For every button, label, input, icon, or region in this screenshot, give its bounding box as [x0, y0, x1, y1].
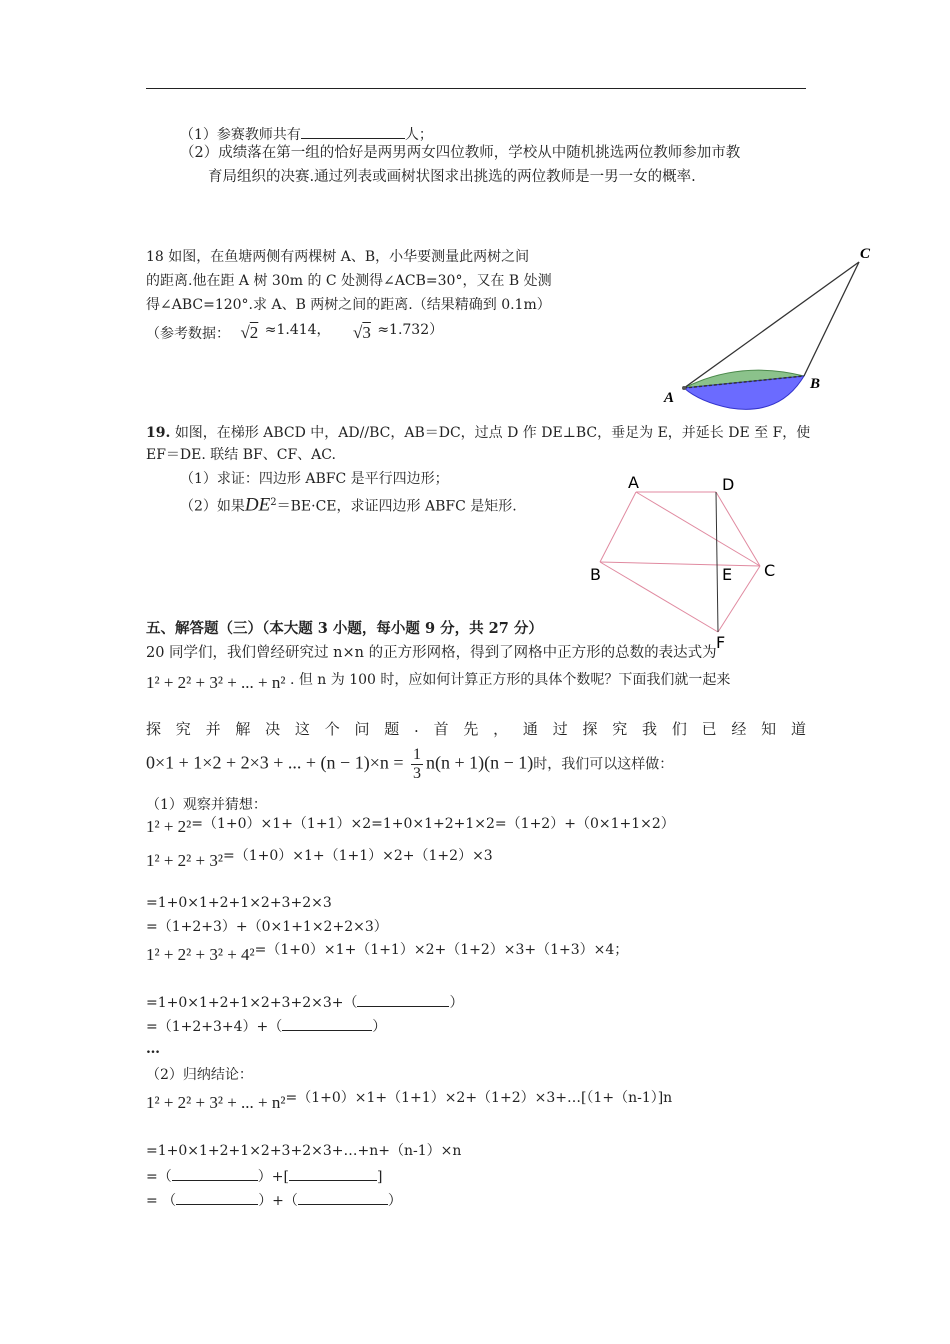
seg-ac — [636, 492, 760, 566]
sqrt3-radicand: 3 — [362, 323, 371, 342]
e2-expr: 1² + 2² + 3² — [146, 851, 223, 870]
answer-blank[interactable] — [357, 992, 449, 1007]
justified-char: 这 — [294, 720, 310, 738]
e1-expr: 1² + 2² — [146, 817, 192, 836]
justified-char: 首 — [433, 720, 449, 738]
label-b: B — [810, 376, 821, 392]
q20-line4 — [146, 746, 673, 783]
seg-ab — [600, 492, 636, 562]
e3-expr: 1² + 2² + 3² + 4² — [146, 945, 255, 964]
e4-expr: 1² + 2² + 3² + ... + n² — [146, 1093, 286, 1112]
point-a — [682, 386, 686, 390]
answer-blank[interactable] — [298, 1190, 388, 1205]
e3-line3 — [146, 1016, 386, 1036]
fraction-denominator: 3 — [413, 765, 422, 782]
label-c: C — [764, 561, 776, 580]
justified-char: 经 — [731, 720, 747, 738]
de-symbol: DE — [244, 494, 271, 516]
justified-char: 究 — [175, 720, 191, 738]
q20-line2 — [146, 674, 730, 693]
justified-char: 知 — [761, 720, 777, 738]
q19-part2-text: ＝BE·CE，求证四边形 ABFC 是矩形. — [276, 498, 517, 515]
justified-char: 探 — [146, 720, 162, 738]
fraction-numerator: 1 — [413, 746, 422, 763]
justified-char: 道 — [790, 720, 806, 738]
part2-title: （2）归纳结论： — [146, 1067, 253, 1083]
q20-line1: 20 同学们，我们曾经研究过 n×n 的正方形网格，得到了网格中正方形的总数的表达式为 — [146, 645, 717, 661]
justified-char: ， — [493, 720, 509, 738]
segment-ac — [684, 262, 859, 388]
label-a: A — [664, 390, 675, 406]
seg-bf — [600, 562, 718, 632]
answer-blank[interactable] — [289, 1166, 377, 1181]
e2-line2: =1+0×1+2+1×2+3+2×3 — [146, 895, 332, 911]
q19-part2: （2）如果$DE^2=BE\cdot CE$，求证四边形 ABFC 是矩形. — [180, 494, 517, 516]
q17-part1-unit: 人； — [404, 127, 433, 143]
label-a: A — [628, 473, 639, 492]
q19-line2: EF＝DE. 联结 BF、CF、AC. — [146, 447, 336, 463]
q18-line4 — [146, 322, 444, 343]
q19-line1-text: 如图，在梯形 ABCD 中，AD//BC，AB＝DC，过点 D 作 DE⊥BC，垂足为 E，并延长 DE 至 F，使 — [174, 425, 811, 441]
q19-number: 19. — [146, 425, 171, 441]
q17-part1 — [180, 124, 433, 144]
e4-line3-close: ] — [376, 1169, 383, 1185]
seg-df — [716, 492, 718, 632]
label-c: C — [860, 246, 871, 262]
e1-text: =（1+0）×1+（1+1）×2=1+0×1+2+1×2=（1+2）+（0×1+1×2） — [191, 816, 675, 832]
e4-line4 — [146, 1190, 402, 1210]
label-f: F — [716, 633, 726, 652]
e4-line4-close: ） — [387, 1193, 402, 1209]
justified-char: 究 — [612, 720, 628, 738]
e3 — [146, 942, 629, 965]
q20-line2-text: . 但 n 为 100 时，应如何计算正方形的具体个数呢？下面我们就一起来 — [289, 672, 731, 688]
q17-part2-line2: 育局组织的决赛.通过列表或画树状图求出挑选的两位教师是一男一女的概率. — [208, 169, 696, 185]
q19-figure — [588, 470, 798, 652]
e3-text: =（1+0）×1+（1+1）×2+（1+2）×3+（1+3）×4； — [254, 942, 629, 958]
q20-line3 — [146, 718, 806, 739]
justified-char: 先 — [463, 720, 479, 738]
justified-char: 已 — [701, 720, 717, 738]
e2-text: =（1+0）×1+（1+1）×2+（1+2）×3 — [222, 848, 493, 864]
sqrt3-expr: √3 — [353, 323, 371, 342]
q18-ref-label: （参考数据： — [146, 326, 230, 342]
justified-char: 解 — [235, 720, 251, 738]
q18-line1: 18 如图，在鱼塘两侧有两棵树 A、B，小华要测量此两树之间 — [146, 249, 530, 265]
q19-line1 — [146, 424, 810, 442]
justified-char: 题 — [384, 720, 400, 738]
e2-line3: =（1+2+3）+（0×1+1×2+2×3） — [146, 919, 388, 935]
q17-part2-line1: （2）成绩落在第一组的恰好是两男两女四位教师，学校从中随机挑选两位教师参加市教 — [180, 145, 741, 161]
label-e: E — [722, 565, 733, 584]
justified-char: 问 — [354, 720, 370, 738]
e4 — [146, 1090, 673, 1113]
e4-line3 — [146, 1166, 382, 1186]
identity-expr-2: n(n + 1)(n − 1) — [426, 752, 534, 773]
e3-line2-close: ） — [449, 995, 464, 1011]
q17-part1-text: （1）参赛教师共有 — [180, 127, 301, 143]
fraction — [411, 746, 423, 783]
q20-line4-text: 时，我们可以这样做： — [533, 756, 674, 773]
justified-char: 通 — [522, 720, 538, 738]
justified-char: 过 — [552, 720, 568, 738]
sqrt3-value: ≈1.732） — [377, 322, 444, 338]
e3-line2-text: =1+0×1+2+1×2+3+2×3+（ — [146, 995, 358, 1011]
justified-char: 决 — [265, 720, 281, 738]
e4-line4-open: = （ — [146, 1193, 177, 1209]
e4-line3-mid: ）+[ — [257, 1169, 289, 1185]
seg-dc — [716, 492, 760, 566]
ellipsis: … — [146, 1041, 160, 1057]
identity-expr: 0×1 + 1×2 + 2×3 + ... + (n − 1)×n = — [146, 752, 409, 773]
e3-line2 — [146, 992, 463, 1012]
justified-char: 们 — [671, 720, 687, 738]
answer-blank[interactable] — [172, 1166, 258, 1181]
e3-line3-text: =（1+2+3+4）+（ — [146, 1019, 283, 1035]
sqrt2-value: ≈1.414， — [264, 322, 331, 338]
q19-part2-prefix: （2）如果 — [180, 498, 245, 515]
section5-title: 五、解答题（三）（本大题 3 小题，每小题 9 分，共 27 分） — [146, 620, 543, 637]
sum-squares-expr: 1² + 2² + 3² + ... + n² — [146, 673, 286, 692]
seg-bc — [600, 562, 760, 566]
justified-char: 我 — [642, 720, 658, 738]
sqrt2-radicand: 2 — [249, 323, 259, 342]
e4-line2: =1+0×1+2+1×2+3+2×3+…+n+（n-1）×n — [146, 1143, 462, 1159]
answer-blank[interactable] — [301, 124, 405, 139]
justified-char: . — [414, 718, 419, 736]
label-b: B — [590, 565, 601, 584]
e4-line3-open: =（ — [146, 1169, 172, 1185]
q18-figure — [650, 236, 890, 416]
segment-bc — [804, 262, 859, 376]
justified-char: 个 — [324, 720, 340, 738]
label-d: D — [722, 475, 735, 494]
e3-line3-close: ） — [372, 1019, 387, 1035]
sqrt2-expr: √2 — [240, 323, 259, 342]
q19-part1: （1）求证：四边形 ABFC 是平行四边形； — [180, 471, 449, 487]
e4-text: =（1+0）×1+（1+1）×2+（1+2）×3+…[（1+（n-1）]n — [285, 1090, 673, 1106]
q18-line2: 的距离.他在距 A 树 30m 的 C 处测得∠ACB=30°，又在 B 处测 — [146, 273, 552, 289]
e4-line4-mid: ）+（ — [258, 1193, 298, 1209]
e1 — [146, 818, 675, 837]
part1-title: （1）观察并猜想： — [146, 797, 267, 813]
answer-blank[interactable] — [282, 1016, 372, 1031]
e2 — [146, 848, 493, 871]
justified-char: 并 — [205, 720, 221, 738]
header-rule — [146, 88, 806, 89]
answer-blank[interactable] — [176, 1190, 258, 1205]
justified-char: 探 — [582, 720, 598, 738]
q18-line3: 得∠ABC=120°.求 A、B 两树之间的距离.（结果精确到 0.1m） — [146, 297, 551, 313]
